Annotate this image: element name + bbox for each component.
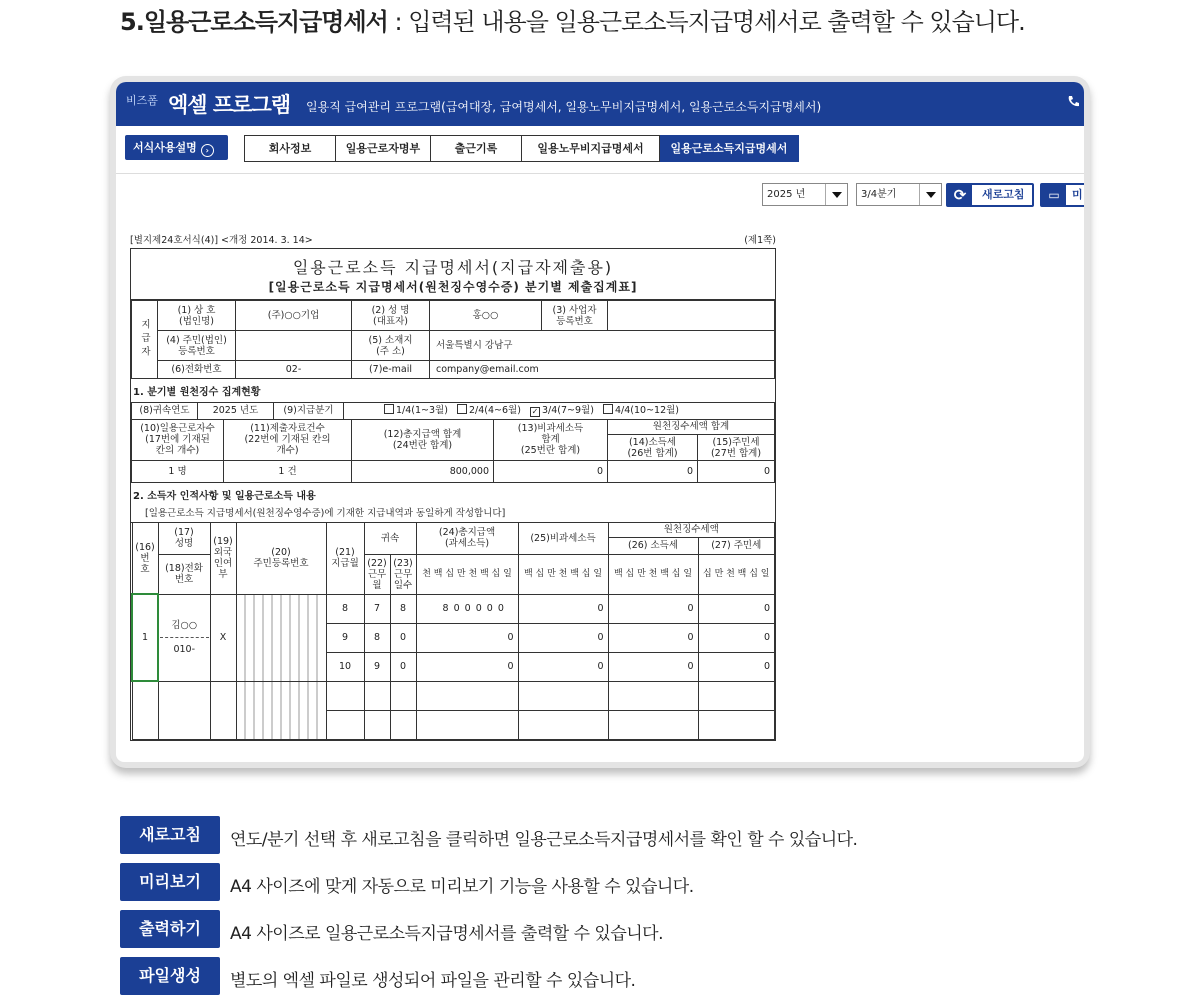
empty-foreign[interactable] [210, 681, 236, 739]
label-reg-no: (4) 주민(법인) 등록번호 [158, 331, 236, 361]
h-record-count: (11)제출자료건수 (22번에 기재된 칸의 개수) [224, 420, 352, 461]
v-record-count: 1 건 [224, 461, 352, 483]
h-local-tax: (15)주민세 (27번 합계) [698, 435, 775, 461]
form-ref-left: [별지제24호서식(4)] <개정 2014. 3. 14> [130, 235, 313, 246]
h-worker-count: (10)일용근로자수 (17번에 기재된 칸의 개수) [132, 420, 224, 461]
empty-cell[interactable] [698, 681, 774, 710]
row2-tax[interactable]: 0 [608, 623, 698, 652]
row-phone: 010- [173, 644, 196, 655]
quarter-select[interactable] [856, 183, 942, 206]
empty-cell[interactable] [326, 710, 364, 739]
feature-label-refresh: 새로고침 [120, 816, 220, 854]
tab-worker-list[interactable]: 일용근로자명부 [336, 135, 431, 162]
checkbox-q3-checked[interactable]: ✓ [531, 407, 539, 417]
empty-cell[interactable] [608, 681, 698, 710]
monitor-icon: ▭ [1042, 185, 1066, 205]
empty-cell[interactable] [608, 710, 698, 739]
usage-guide-button[interactable] [125, 135, 228, 160]
section-2-note: [일용근로소득 지급명세서(원천징수영수증)에 기재한 지급내역과 동일하게 작성합니다] [131, 503, 775, 523]
empty-cell[interactable] [390, 681, 416, 710]
row2-work-month[interactable]: 8 [364, 623, 390, 652]
row2-pay[interactable]: 0 [416, 623, 518, 652]
row3-month[interactable]: 10 [326, 652, 364, 681]
checkbox-q4[interactable] [603, 404, 613, 414]
q3-label: 3/4(7~9월) [542, 405, 594, 417]
feature-label-print: 출력하기 [120, 910, 220, 948]
row3-work-month[interactable]: 9 [364, 652, 390, 681]
c-foreign: (19) 외국 인여 부 [210, 523, 236, 594]
row1-month[interactable]: 8 [326, 594, 364, 623]
tab-company-info[interactable]: 회사정보 [244, 135, 336, 162]
row1-work-month[interactable]: 7 [364, 594, 390, 623]
feature-text-file: 별도의 엑셀 파일로 생성되어 파일을 관리할 수 있습니다. [230, 971, 636, 991]
c-local-tax: (27) 주민세 [698, 537, 774, 554]
label-biz-no: (3) 사업자 등록번호 [542, 301, 608, 331]
quarter-checkboxes [344, 403, 775, 419]
refresh-label: 새로고침 [982, 188, 1025, 201]
value-address: 서울특별시 강남구 [430, 331, 775, 361]
h-nontax: (13)비과세소득 합계 (25번란 합계) [494, 420, 608, 461]
empty-cell[interactable] [326, 681, 364, 710]
value-year: 2025 년도 [198, 403, 274, 419]
detail-table [131, 523, 775, 740]
empty-cell[interactable] [518, 681, 608, 710]
q2-label: 2/4(4~6월) [469, 405, 521, 417]
row1-nontax[interactable]: 0 [518, 594, 608, 623]
section-2-title: 2. 소득자 인적사항 및 일용근로소득 내용 [133, 491, 316, 502]
c-no: (16) 번 호 [132, 523, 158, 594]
digits-nontax: 백 십 만 천 백 십 일 [518, 554, 608, 594]
empty-resident-no[interactable] [236, 681, 326, 739]
c-nontax: (25)비과세소득 [518, 523, 608, 554]
empty-cell[interactable] [698, 710, 774, 739]
c-name: (17) 성명 [158, 523, 210, 554]
value-email: company@email.com [430, 361, 775, 379]
form-reference [130, 232, 776, 248]
q1-label: 1/4(1~3월) [396, 405, 448, 417]
digits-total-pay: 천 백 십 만 천 백 십 일 [416, 554, 518, 594]
c-total-pay: (24)총지급액 (과세소득) [416, 523, 518, 554]
value-reg-no [236, 331, 352, 361]
v-nontax: 0 [494, 461, 608, 483]
c-work-days: (23) 근무 일수 [390, 554, 416, 594]
table-row-empty [132, 681, 775, 710]
empty-no[interactable] [132, 681, 158, 739]
chevron-down-icon [825, 184, 847, 205]
refresh-icon: ⟳ [948, 185, 972, 205]
row3-nontax[interactable]: 0 [518, 652, 608, 681]
feature-label-file: 파일생성 [120, 957, 220, 995]
refresh-button[interactable] [946, 183, 1034, 207]
table-row [132, 594, 775, 623]
app-header [116, 82, 1084, 126]
headline-desc: : 입력된 내용을 일용근로소득지급명세서로 출력할 수 있습니다. [387, 8, 1025, 36]
c-withholding: 원천징수세액 [608, 523, 774, 537]
c-attribution: 귀속 [364, 523, 416, 554]
label-year: (8)귀속연도 [132, 403, 198, 419]
row1-tax[interactable]: 0 [608, 594, 698, 623]
h-withholding: 원천징수세액 합계 [608, 420, 775, 435]
v-local-tax: 0 [698, 461, 775, 483]
checkbox-q1[interactable] [384, 404, 394, 414]
preview-button[interactable] [1040, 183, 1084, 207]
digits-local-tax: 십 만 천 백 십 일 [698, 554, 774, 594]
label-rep-name: (2) 성 명 (대표자) [352, 301, 430, 331]
tab-bar [244, 135, 799, 162]
empty-cell[interactable] [364, 681, 390, 710]
q4-label: 4/4(10~12월) [615, 405, 680, 417]
tab-attendance[interactable]: 출근기록 [431, 135, 522, 162]
c-pay-month: (21) 지급월 [326, 523, 364, 594]
c-phone: (18)전화 번호 [158, 554, 210, 594]
label-trade-name: (1) 상 호 (법인명) [158, 301, 236, 331]
h-total-pay: (12)총지급액 합계 (24번란 합계) [352, 420, 494, 461]
headline-title: 5.일용근로소득지급명세서 [120, 8, 388, 36]
label-phone: (6)전화번호 [158, 361, 236, 379]
quarter-row [131, 403, 775, 420]
empty-cell[interactable] [390, 710, 416, 739]
value-rep-name: 홍○○ [430, 301, 542, 331]
brand-title: 엑셀 프로그램 [168, 93, 291, 117]
row2-nontax[interactable]: 0 [518, 623, 608, 652]
feature-label-preview: 미리보기 [120, 863, 220, 901]
empty-cell[interactable] [364, 710, 390, 739]
v-income-tax: 0 [608, 461, 698, 483]
label-quarter: (9)지급분기 [274, 403, 344, 419]
tab-daily-income-statement[interactable]: 일용근로소득지급명세서 [660, 135, 799, 162]
form-box [130, 248, 776, 741]
section-1-title: 1. 분기별 원천징수 집계현황 [131, 379, 775, 403]
summary-table [131, 420, 775, 484]
checkbox-q2[interactable] [457, 404, 467, 414]
row-foreign[interactable]: X [210, 594, 236, 681]
preview-label: 미 [1072, 188, 1083, 201]
c-resident-no: (20) 주민등록번호 [236, 523, 326, 594]
c-work-month: (22) 근무 월 [364, 554, 390, 594]
row3-tax[interactable]: 0 [608, 652, 698, 681]
value-trade-name: (주)○○기업 [236, 301, 352, 331]
tab-labor-cost-statement[interactable]: 일용노무비지급명세서 [522, 135, 660, 162]
row3-local[interactable]: 0 [698, 652, 774, 681]
row-no[interactable]: 1 [132, 594, 158, 681]
row2-work-days[interactable]: 0 [390, 623, 416, 652]
row1-work-days[interactable]: 8 [390, 594, 416, 623]
toolbar [116, 126, 1084, 174]
v-worker-count: 1 명 [132, 461, 224, 483]
feature-text-preview: A4 사이즈에 맞게 자동으로 미리보기 기능을 사용할 수 있습니다. [230, 877, 694, 897]
empty-cell[interactable] [416, 681, 518, 710]
payer-table [131, 300, 775, 379]
row3-pay[interactable]: 0 [416, 652, 518, 681]
form-title: 일용근로소득 지급명세서(지급자제출용) [292, 258, 614, 277]
chevron-down-icon [919, 184, 941, 205]
label-email: (7)e-mail [352, 361, 430, 379]
phone-icon [1066, 94, 1082, 110]
value-phone: 02- [236, 361, 352, 379]
row2-month[interactable]: 9 [326, 623, 364, 652]
page-headline [120, 2, 1025, 37]
row-name: 김○○ [160, 614, 209, 638]
empty-cell[interactable] [518, 710, 608, 739]
row1-pay[interactable]: 8 0 0 0 0 0 [416, 594, 518, 623]
v-total-pay: 800,000 [352, 461, 494, 483]
empty-cell[interactable] [416, 710, 518, 739]
row3-work-days[interactable]: 0 [390, 652, 416, 681]
digits-income-tax: 백 십 만 천 백 십 일 [608, 554, 698, 594]
income-statement-form [130, 232, 776, 741]
value-biz-no [608, 301, 775, 331]
year-select-value: 2025 년 [767, 189, 806, 200]
row-resident-no[interactable] [236, 594, 326, 681]
feature-text-refresh: 연도/분기 선택 후 새로고침을 클릭하면 일용근로소득지급명세서를 확인 할 수 있습니다. [230, 830, 858, 850]
form-ref-right: (제1쪽) [744, 235, 776, 246]
row-name-phone[interactable] [158, 594, 210, 681]
row1-local[interactable]: 0 [698, 594, 774, 623]
h-income-tax: (14)소득세 (26번 합계) [608, 435, 698, 461]
program-description: 일용직 급여관리 프로그램(급여대장, 급여명세서, 일용노무비지급명세서, 일용근로소득지급명세서) [306, 100, 822, 114]
c-income-tax: (26) 소득세 [608, 537, 698, 554]
payer-label: 지급자 [132, 301, 158, 379]
brand-small: 비즈폼 [126, 94, 158, 107]
usage-guide-label: 서식사용설명 [133, 141, 197, 154]
quarter-select-value: 3/4분기 [861, 189, 897, 200]
form-subtitle: [일용근로소득 지급명세서(원천징수영수증) 분기별 제출집계표] [131, 278, 775, 300]
feature-text-print: A4 사이즈로 일용근로소득지급명세서를 출력할 수 있습니다. [230, 924, 663, 944]
year-select[interactable] [762, 183, 848, 206]
label-address: (5) 소재지 (주 소) [352, 331, 430, 361]
empty-name[interactable] [158, 681, 210, 739]
row2-local[interactable]: 0 [698, 623, 774, 652]
app-screen [116, 82, 1084, 762]
chevron-right-icon: › [201, 144, 214, 157]
app-window-frame [110, 76, 1090, 768]
